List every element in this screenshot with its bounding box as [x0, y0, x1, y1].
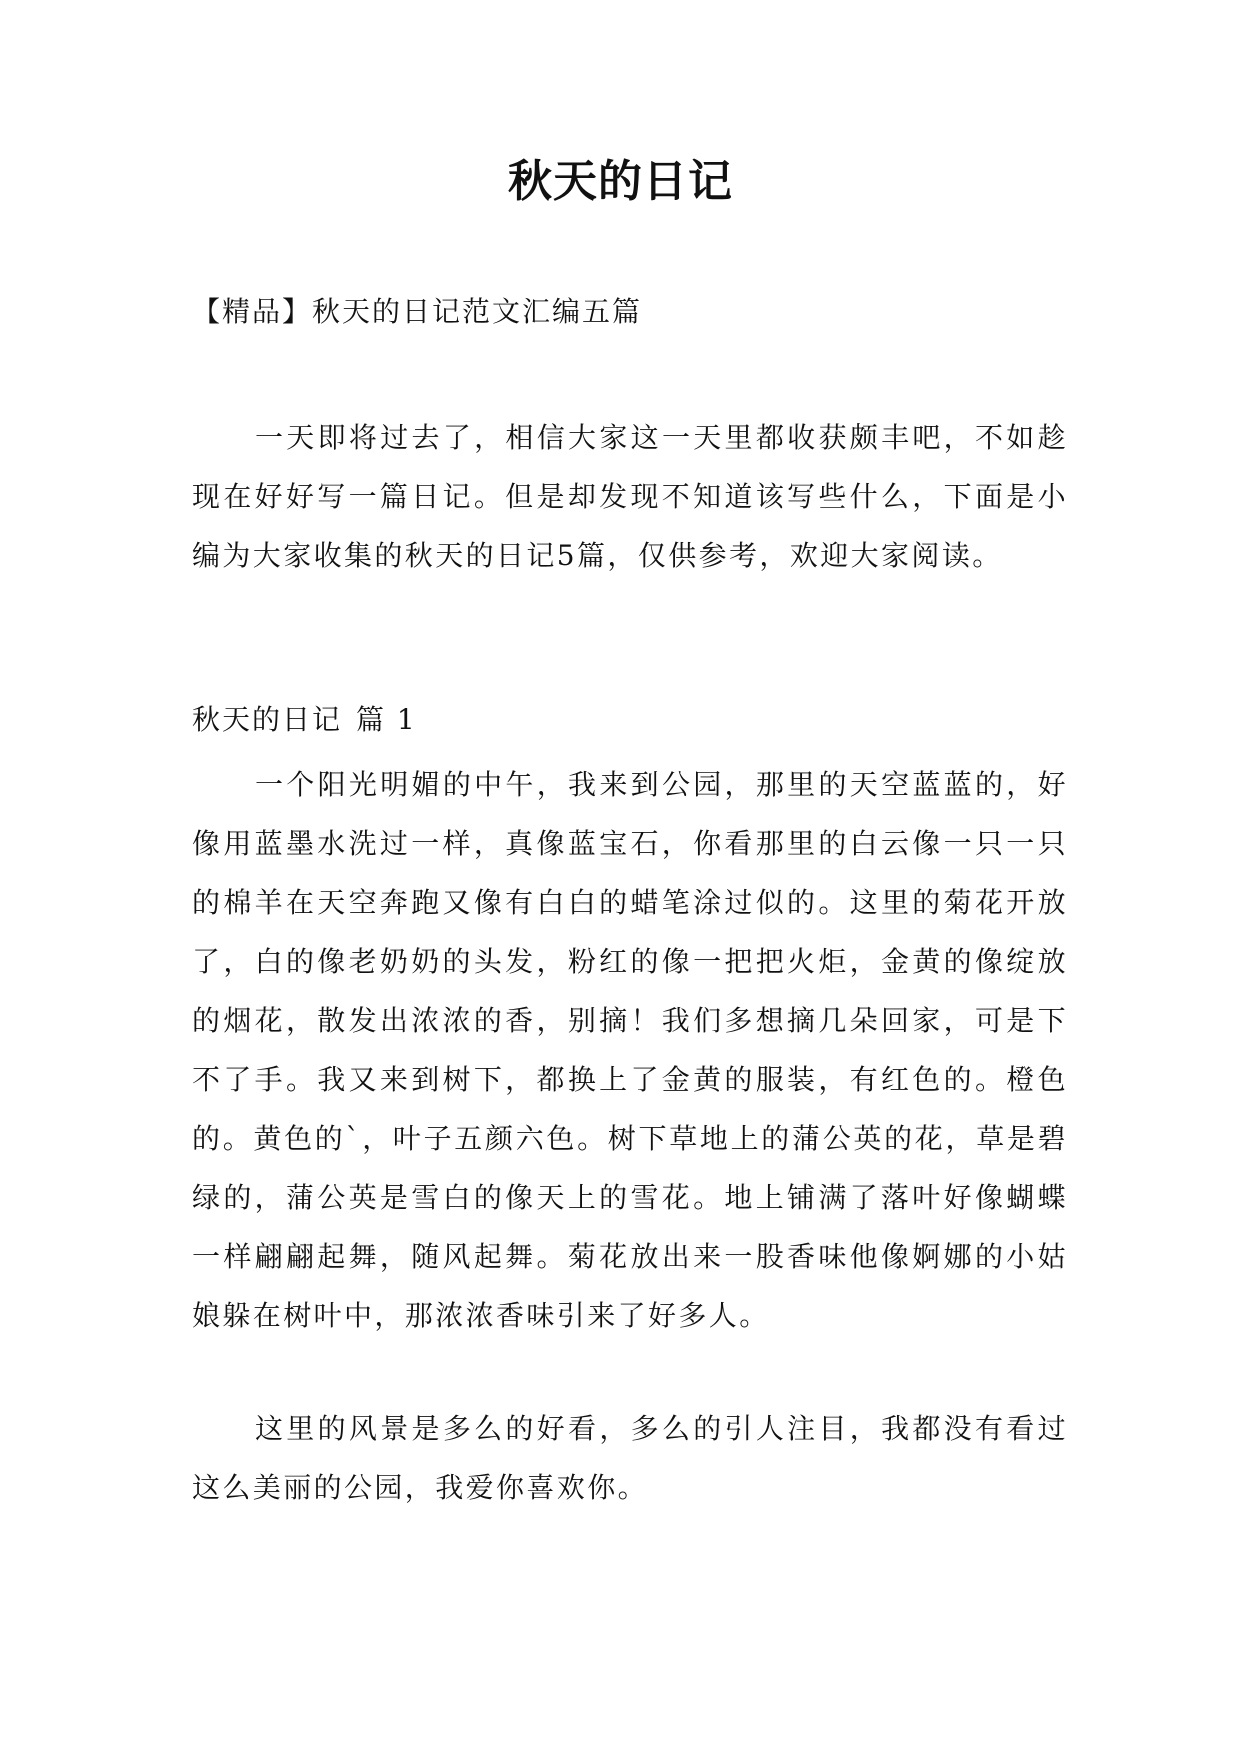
- intro-paragraph: 一天即将过去了，相信大家这一天里都收获颇丰吧，不如趁现在好好写一篇日记。但是却发现不知道该写些什么，下面是小编为大家收集的秋天的日记5篇，仅供参考，欢迎大家阅读。: [192, 421, 1068, 572]
- body-paragraph: 这里的风景是多么的好看，多么的引人注目，我都没有看过这么美丽的公园，我爱你喜欢你。: [192, 1412, 1068, 1504]
- chapter-number: 篇 1: [356, 703, 417, 736]
- chapter-title: 秋天的日记: [192, 703, 343, 736]
- body-paragraph: 一个阳光明媚的中午，我来到公园，那里的天空蓝蓝的，好像用蓝墨水洗过一样，真像蓝宝石，你看那里的白云像一只一只的棉羊在天空奔跑又像有白白的蜡笔涂过似的。这里的菊花开放了，白的像老奶奶的头发，粉红的像一把把火炬，金黄的像绽放的烟花，散发出浓浓的香，别摘！我们多想摘几朵回家，可是下不了手。我又来到树下，都换上了金黄的服装，有红色的。橙色的。黄色的`，叶子五颜六色。树下草地上的蒲公英的花，草是碧绿的，蒲公英是雪白的像天上的雪花。地上铺满了落叶好像蝴蝶一样翩翩起舞，随风起舞。菊花放出来一股香味他像婀娜的小姑娘躲在树叶中，那浓浓香味引来了好多人。: [192, 768, 1068, 1332]
- document-title: 秋天的日记: [508, 156, 733, 207]
- document-subtitle: 【精品】秋天的日记范文汇编五篇: [192, 295, 643, 328]
- chapter-heading: [192, 700, 417, 740]
